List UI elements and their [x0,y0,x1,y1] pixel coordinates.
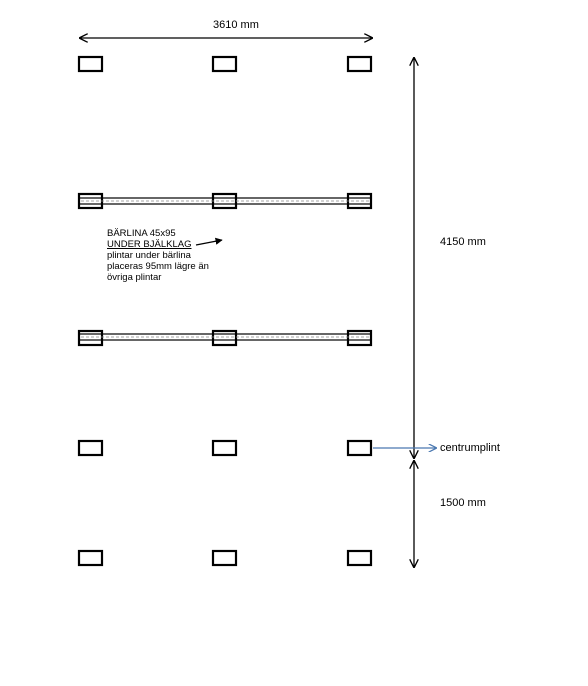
beam-note-line-4: placeras 95mm lägre än [107,261,209,272]
beam-note-line-3: plintar under bärlina [107,250,191,261]
plinth-r4-c2 [213,441,236,455]
plinth-r1-c3 [348,57,371,71]
plinth-r5-c1 [79,551,102,565]
centrumplint-label: centrumplint [440,442,500,454]
plinth-r3-c3 [348,331,371,345]
beam-note-line-5: övriga plintar [107,272,162,283]
beam-note-line-2: UNDER BJÄLKLAG [107,239,192,250]
beam-note-line-1: BÄRLINA 45x95 [107,228,176,239]
width-dimension-label: 3610 mm [213,19,259,31]
height-dimension-label: 4150 mm [440,236,486,248]
plinth-r1-c2 [213,57,236,71]
beam-note [107,228,209,283]
plinth-r3-c2 [213,331,236,345]
plinth-r4-c1 [79,441,102,455]
plinth-r5-c2 [213,551,236,565]
bottom-span-dimension-label: 1500 mm [440,497,486,509]
plinth-r1-c1 [79,57,102,71]
plinth-r3-c1 [79,331,102,345]
plinth-r5-c3 [348,551,371,565]
plinth-r4-c3-centrumplint [348,441,371,455]
